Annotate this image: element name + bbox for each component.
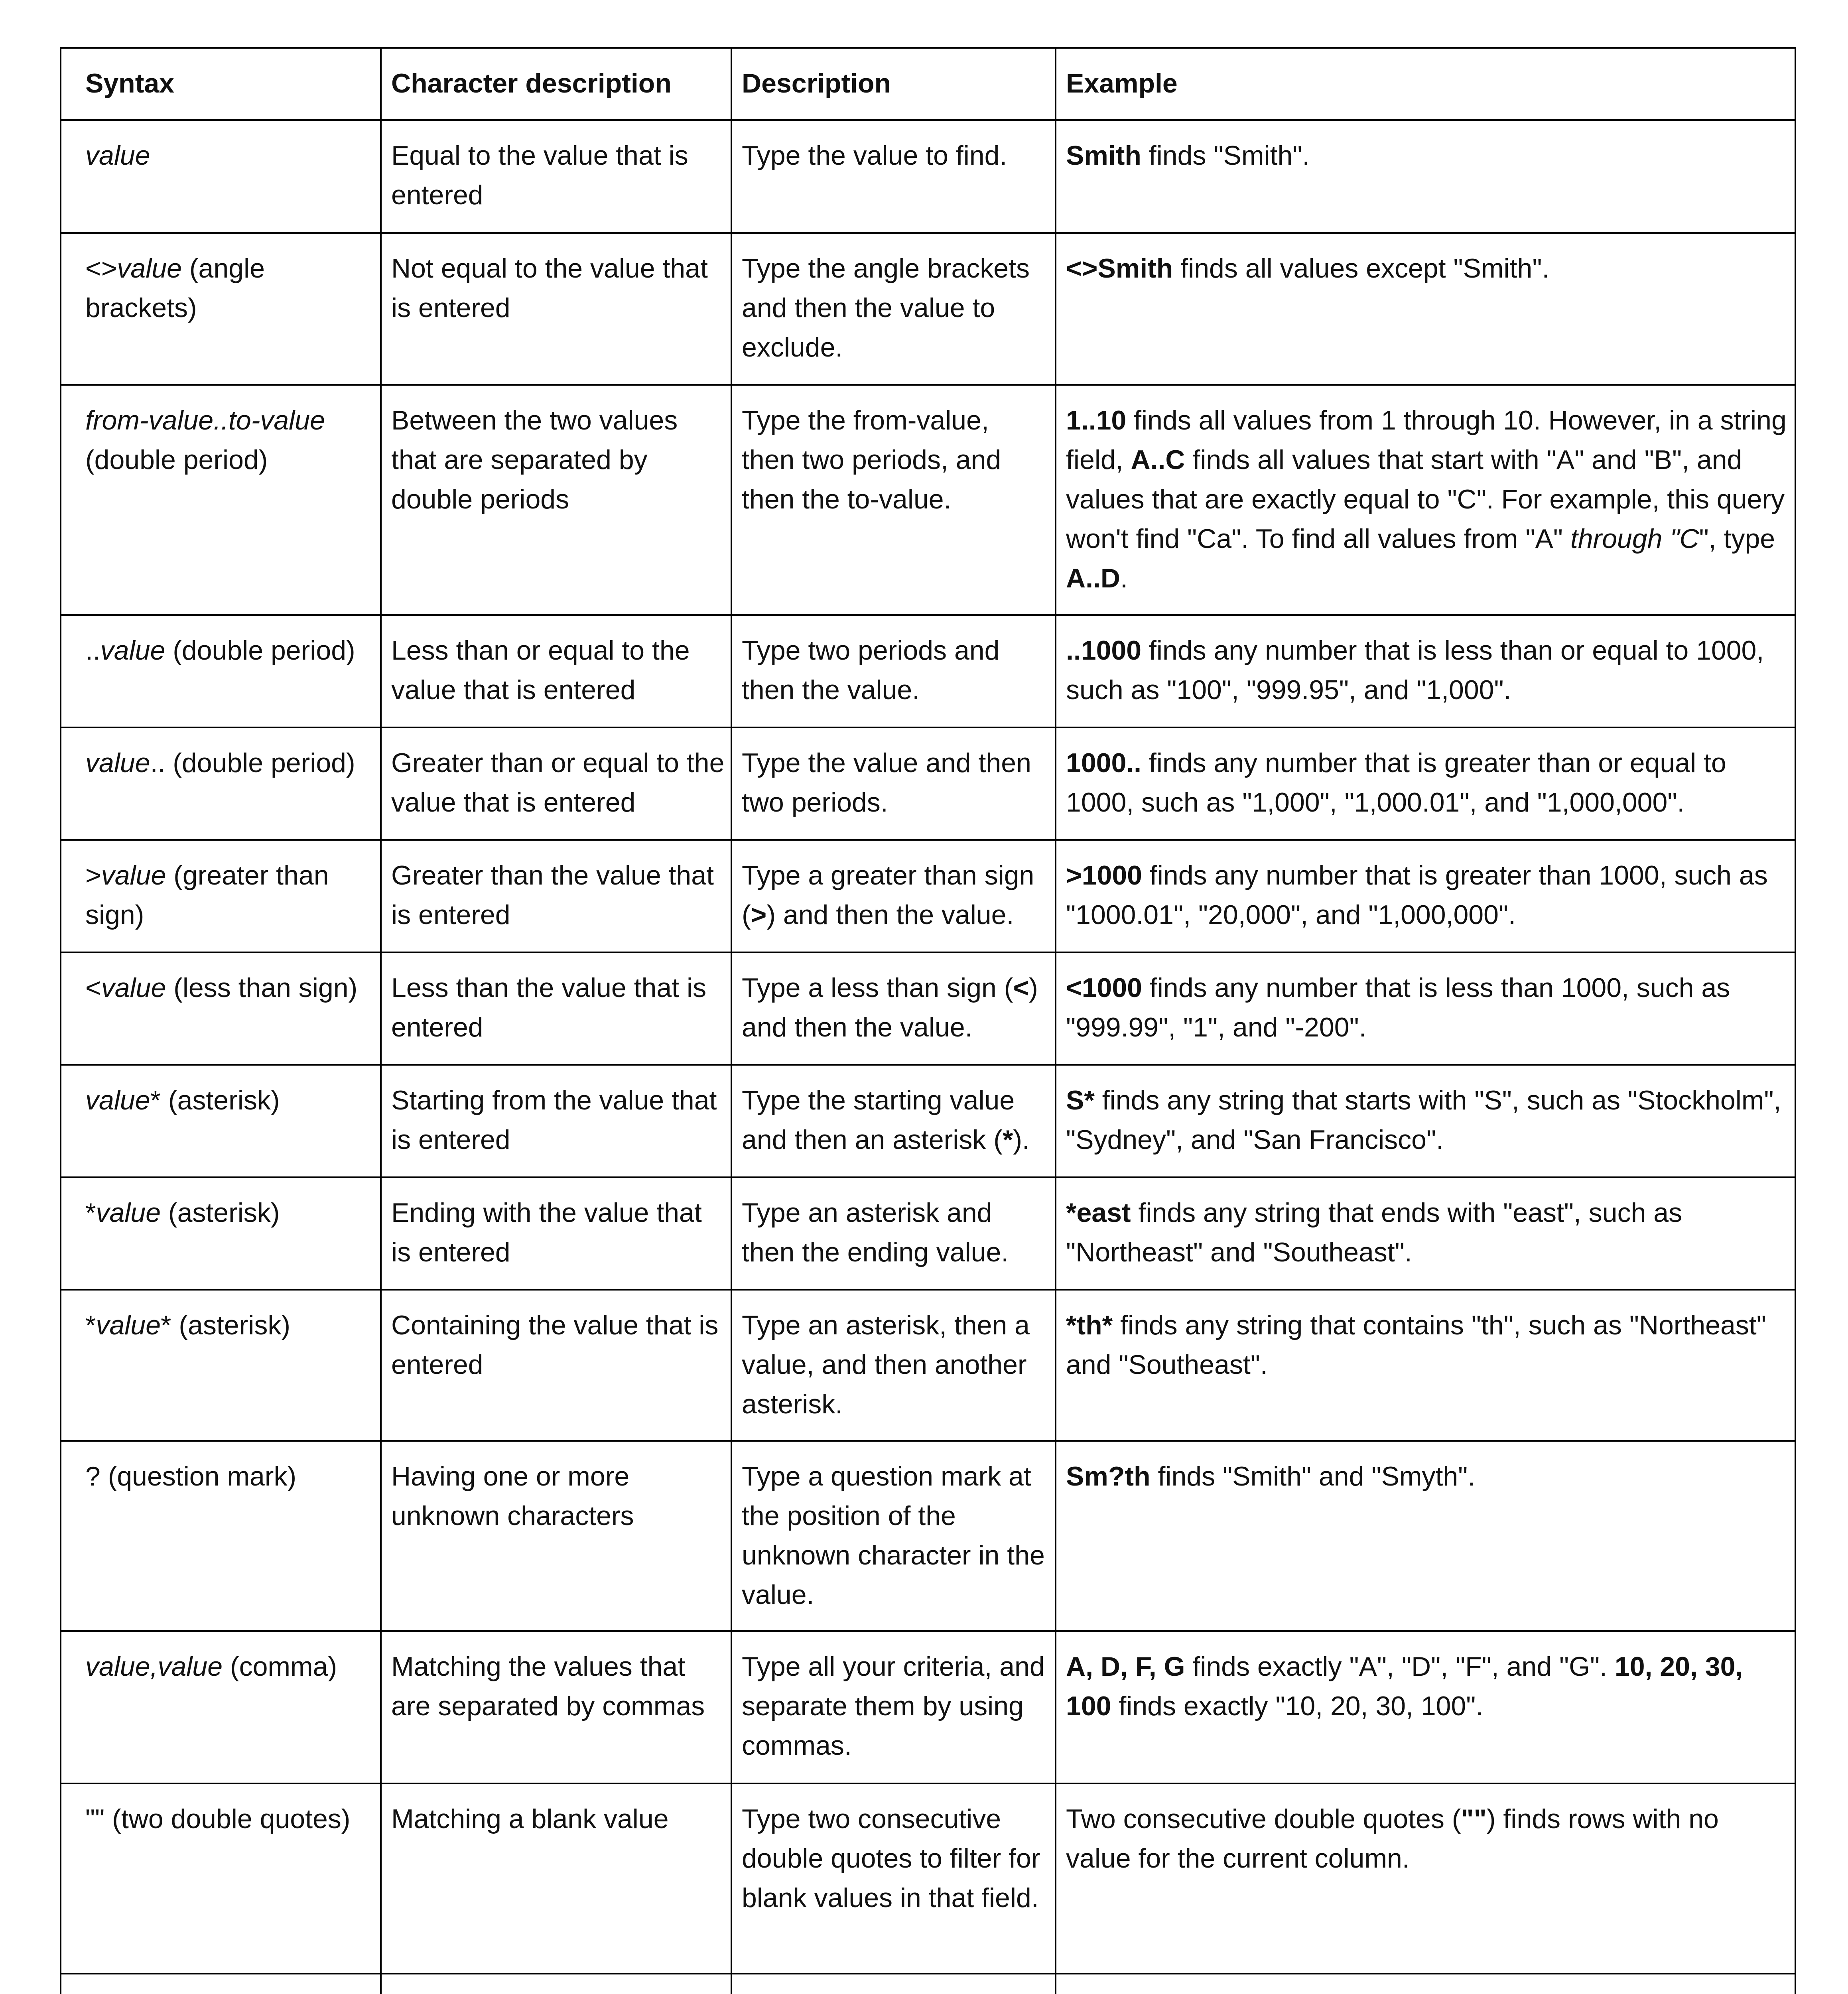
cell-syntax: [61, 1177, 381, 1290]
cell-description: Type two consecutive double quotes to filter for blank values in that field.: [731, 1783, 1056, 1974]
cell-description: Type the value and then two periods.: [731, 727, 1056, 840]
text-run: Type a less than sign (: [742, 973, 1013, 1003]
text-run: Type a greater than sign (: [742, 860, 1034, 930]
cell-syntax: [61, 615, 381, 727]
table-row: [61, 1290, 1795, 1441]
text-run: 1..10: [1066, 405, 1127, 435]
cell-syntax: [61, 1783, 381, 1974]
text-run: finds any number that is greater than 1000, such as "1000.01", "20,000", and "1,000,000".: [1066, 860, 1768, 930]
header-syntax: Syntax: [61, 48, 381, 120]
text-run: Smith: [1066, 140, 1141, 171]
text-run: finds any string that ends with "east", such as "Northeast" and "Southeast".: [1066, 1198, 1683, 1267]
cell-character-description: Equal to the value that is entered: [381, 120, 731, 233]
cell-description: Type the value to find.: [731, 120, 1056, 233]
text-run: *: [1002, 1125, 1013, 1155]
cell-character-description: Not equal to the value that is entered: [381, 233, 731, 385]
text-run: Two consecutive double quotes (: [1066, 1804, 1461, 1834]
text-run: value: [101, 973, 166, 1003]
cell-syntax: [61, 385, 381, 615]
text-run: >: [85, 860, 101, 891]
text-run: value: [85, 748, 150, 778]
cell-syntax: [61, 1065, 381, 1177]
cell-description: [731, 1974, 1056, 1994]
text-run: (double period): [165, 635, 355, 666]
text-run: Type the starting value and then an asterisk (: [742, 1085, 1015, 1155]
cell-syntax: [61, 952, 381, 1065]
cell-character-description: Having one or more unknown characters: [381, 1441, 731, 1631]
text-run: "" (two double quotes): [85, 1804, 351, 1834]
text-run: finds exactly "A", "D", "F", and "G".: [1185, 1651, 1615, 1682]
cell-example: [1056, 385, 1795, 615]
text-run: >1000: [1066, 860, 1142, 891]
text-run: finds any string that contains "th", such as "Northeast" and "Southeast".: [1066, 1310, 1766, 1380]
cell-syntax: [61, 1631, 381, 1783]
table-row: [61, 120, 1795, 233]
text-run: ) finds rows with no value for the current column.: [1066, 1804, 1719, 1874]
header-character-description: Character description: [381, 48, 731, 120]
cell-example: [1056, 840, 1795, 952]
text-run: .: [1120, 563, 1128, 593]
cell-character-description: [381, 1974, 731, 1994]
cell-description: [731, 952, 1056, 1065]
table-row: [61, 1065, 1795, 1177]
table-row: [61, 727, 1795, 840]
cell-example: [1056, 1441, 1795, 1631]
cell-syntax: [61, 1441, 381, 1631]
text-run: Sm?th: [1066, 1461, 1151, 1492]
cell-character-description: Ending with the value that is entered: [381, 1177, 731, 1290]
text-run: "": [1461, 1804, 1487, 1834]
cell-description: Type a question mark at the position of the unknown character in the value.: [731, 1441, 1056, 1631]
text-run: value: [101, 860, 166, 891]
text-run: <>: [85, 253, 117, 284]
text-run: ) and then the value.: [766, 900, 1014, 930]
text-run: finds exactly "10, 20, 30, 100".: [1111, 1691, 1484, 1721]
header-example: Example: [1056, 48, 1795, 120]
text-run: value: [96, 1198, 161, 1228]
text-run: A..C: [1131, 445, 1185, 475]
text-run: *: [85, 1310, 96, 1340]
cell-character-description: Greater than or equal to the value that is entered: [381, 727, 731, 840]
table-header-row: [61, 48, 1795, 120]
text-run: A, D, F, G: [1066, 1651, 1185, 1682]
text-run: value: [117, 253, 182, 284]
text-run: value: [85, 1085, 150, 1115]
cell-description: Type an asterisk, then a value, and then another asterisk.: [731, 1290, 1056, 1441]
cell-syntax: [61, 727, 381, 840]
text-run: <: [85, 973, 101, 1003]
cell-example: [1056, 233, 1795, 385]
cell-character-description: Less than the value that is entered: [381, 952, 731, 1065]
cell-description: Type two periods and then the value.: [731, 615, 1056, 727]
cell-example: [1056, 1290, 1795, 1441]
table-row: [61, 840, 1795, 952]
cell-example: [1056, 120, 1795, 233]
table-row: [61, 1974, 1795, 1994]
text-run: ..1000: [1066, 635, 1142, 666]
text-run: through "C: [1570, 524, 1699, 554]
text-run: <: [1013, 973, 1029, 1003]
cell-character-description: Starting from the value that is entered: [381, 1065, 731, 1177]
text-run: finds any number that is less than or equal to 1000, such as "100", "999.95", and "1,000".: [1066, 635, 1764, 705]
text-run: (greater than sign): [85, 860, 329, 930]
table-row: [61, 1177, 1795, 1290]
text-run: <1000: [1066, 973, 1142, 1003]
text-run: *: [85, 1198, 96, 1228]
text-run: * (asterisk): [150, 1085, 280, 1115]
cell-example: [1056, 615, 1795, 727]
text-run: * (asterisk): [161, 1310, 290, 1340]
text-run: .. (double period): [150, 748, 355, 778]
cell-description: Type the from-value, then two periods, and then the to-value.: [731, 385, 1056, 615]
text-run: S*: [1066, 1085, 1095, 1115]
cell-example: [1056, 1974, 1795, 1994]
text-run: value: [100, 635, 165, 666]
text-run: value: [96, 1310, 161, 1340]
text-run: finds all values that start with "A" and "B", and values that are exactly equal to "C". For example, this query won't find "Ca". To find all values from "A": [1066, 445, 1785, 554]
text-run: (asterisk): [161, 1198, 280, 1228]
text-run: ) and then the value.: [742, 973, 1038, 1042]
text-run: 10, 20, 30, 100: [1066, 1651, 1743, 1721]
cell-syntax: [61, 1290, 381, 1441]
cell-description: [731, 1065, 1056, 1177]
header-description: Description: [731, 48, 1056, 120]
cell-example: [1056, 727, 1795, 840]
text-run: >: [751, 900, 767, 930]
cell-syntax: [61, 1974, 381, 1994]
cell-description: Type an asterisk and then the ending value.: [731, 1177, 1056, 1290]
text-run: finds any number that is greater than or equal to 1000, such as "1,000", "1,000.01", and "1,000,000".: [1066, 748, 1726, 818]
table-row: [61, 1631, 1795, 1783]
cell-character-description: Less than or equal to the value that is entered: [381, 615, 731, 727]
text-run: finds any number that is less than 1000, such as "999.99", "1", and "-200".: [1066, 973, 1730, 1042]
text-run: finds "Smith".: [1141, 140, 1310, 171]
text-run: (comma): [223, 1651, 337, 1682]
text-run: from-value..to-value: [85, 405, 325, 435]
text-run: finds any string that starts with "S", such as "Stockholm", "Sydney", and "San Francisco".: [1066, 1085, 1781, 1155]
table-row: [61, 385, 1795, 615]
cell-description: Type the angle brackets and then the value to exclude.: [731, 233, 1056, 385]
text-run: finds all values except "Smith".: [1173, 253, 1550, 284]
text-run: 1000..: [1066, 748, 1142, 778]
cell-syntax: [61, 233, 381, 385]
cell-syntax: [61, 120, 381, 233]
cell-example: [1056, 1631, 1795, 1783]
text-run: ).: [1013, 1125, 1030, 1155]
cell-character-description: Greater than the value that is entered: [381, 840, 731, 952]
text-run: finds "Smith" and "Smyth".: [1150, 1461, 1476, 1492]
cell-example: [1056, 1065, 1795, 1177]
text-run: finds all values from 1 through 10. However, in a string field,: [1066, 405, 1787, 475]
table-row: [61, 233, 1795, 385]
cell-character-description: Containing the value that is entered: [381, 1290, 731, 1441]
text-run: A..D: [1066, 563, 1120, 593]
cell-description: Type all your criteria, and separate them by using commas.: [731, 1631, 1056, 1783]
text-run: ? (question mark): [85, 1461, 297, 1492]
table-row: [61, 1783, 1795, 1974]
text-run: value,value: [85, 1651, 223, 1682]
text-run: (less than sign): [166, 973, 358, 1003]
cell-character-description: Matching a blank value: [381, 1783, 731, 1974]
text-run: value: [85, 140, 150, 171]
cell-example: [1056, 1177, 1795, 1290]
filter-syntax-table: [60, 47, 1796, 1994]
text-run: ", type: [1699, 524, 1775, 554]
cell-character-description: Between the two values that are separated by double periods: [381, 385, 731, 615]
text-run: *th*: [1066, 1310, 1113, 1340]
cell-example: [1056, 952, 1795, 1065]
cell-syntax: [61, 840, 381, 952]
text-run: (double period): [85, 445, 268, 475]
cell-description: [731, 840, 1056, 952]
table-row: [61, 615, 1795, 727]
filter-syntax-table-container: [60, 47, 1796, 1994]
cell-example: [1056, 1783, 1795, 1974]
text-run: <>Smith: [1066, 253, 1173, 284]
table-row: [61, 1441, 1795, 1631]
cell-character-description: Matching the values that are separated by commas: [381, 1631, 731, 1783]
table-row: [61, 952, 1795, 1065]
text-run: *east: [1066, 1198, 1131, 1228]
text-run: (angle brackets): [85, 253, 265, 323]
text-run: ..: [85, 635, 100, 666]
